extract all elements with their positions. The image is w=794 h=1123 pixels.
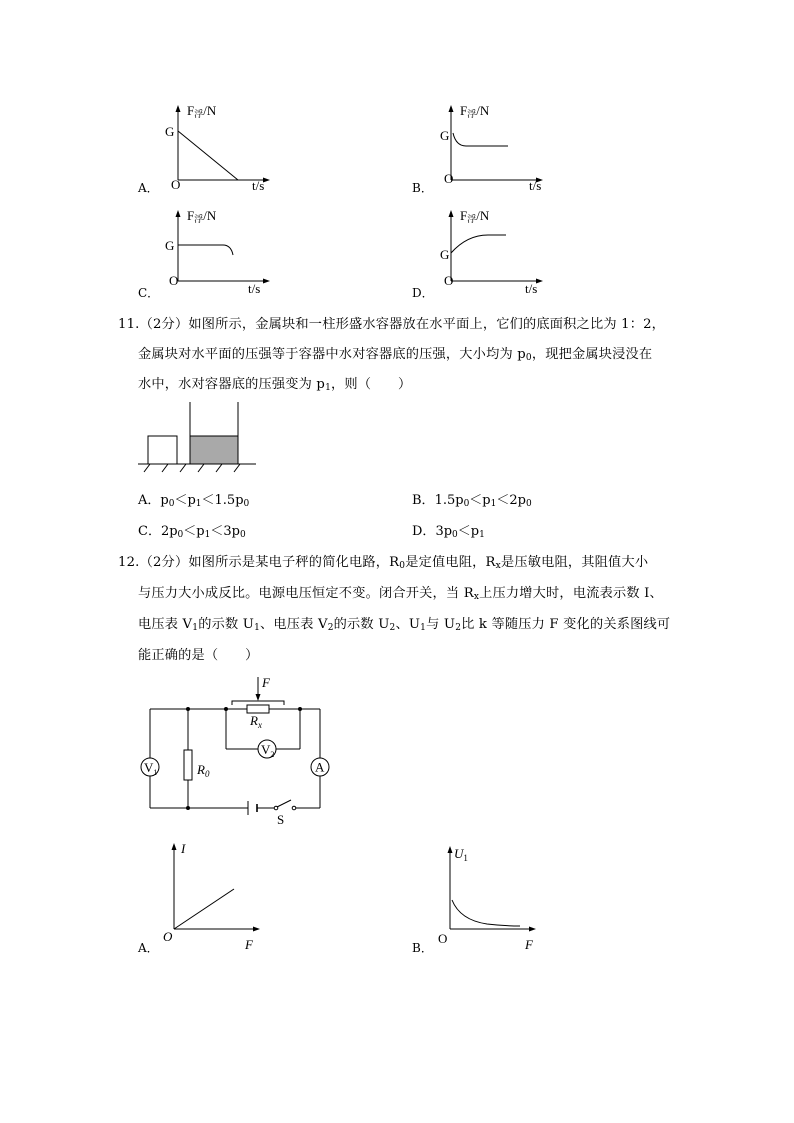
q11-choice-d-text: $3p_0<p_1$	[435, 524, 485, 540]
ammeter-label: A	[315, 759, 325, 775]
option-a-label: A．	[138, 181, 159, 195]
graph-a-x-label: t/s	[252, 178, 265, 193]
graph-c-curve	[178, 245, 233, 255]
graph-b-g-label: G	[440, 128, 450, 143]
resistor-r0	[184, 750, 192, 780]
v1-label: $V_1$	[144, 760, 158, 777]
graph-a-y-label: F浮/N	[187, 103, 217, 119]
graph-a-curve	[178, 131, 238, 180]
q11-line-1: 11.（2分）如图所示，金属块和一柱形盛水容器放在水平面上，它们的底面积之比为 1：2，	[118, 317, 666, 332]
switch-label: S	[277, 812, 285, 827]
q11-choice-b[interactable]: B．$1.5p_0<p_1<2p_0$	[412, 493, 532, 509]
graph-b-origin: O	[444, 171, 454, 186]
graph-d-x-label: t/s	[525, 281, 538, 296]
q11-choice-a[interactable]: A．$p_0<p_1<1.5p_0$	[138, 493, 250, 509]
q11-choice-c[interactable]: C．$2p_0<p_1<3p_0$	[138, 524, 246, 540]
rx-label: $R_x$	[250, 713, 262, 730]
option-c-label: C．	[138, 286, 160, 300]
force-arrow	[256, 694, 261, 701]
q12-option-a-label: A．	[138, 941, 159, 955]
graph-d-y-label: F浮/N	[460, 208, 490, 224]
force-label: F	[262, 675, 270, 690]
graph-a-g-label: G	[165, 124, 175, 139]
option-d-label: D．	[412, 286, 434, 300]
q12-graph-a-x-label: F	[245, 937, 253, 952]
option-b-label: B．	[412, 181, 433, 195]
pressure-plate	[232, 701, 284, 705]
r0-label: $R_0$	[197, 762, 210, 779]
graph-c-g-label: G	[165, 238, 175, 253]
resistor-rx	[247, 705, 269, 713]
switch	[277, 800, 291, 807]
q12-graph-a-line	[174, 889, 234, 929]
q12-circuit	[140, 672, 340, 832]
q12-graph-b-origin: O	[438, 931, 448, 946]
q12-line-3: 电压表 $V_1$的示数 $U_1$、电压表 $V_2$的示数 $U_2$、$U_1$与 $U_2$比 k 等随压力 F 变化的关系图线可	[138, 617, 671, 633]
q12-graph-b-curve	[452, 900, 520, 926]
metal-block	[148, 436, 177, 464]
graph-option-b	[433, 100, 563, 195]
graph-c-origin: O	[169, 273, 179, 288]
q12-graph-a-y-label: I	[181, 841, 186, 856]
graph-option-d	[433, 205, 563, 300]
graph-d-g-label: G	[440, 247, 450, 262]
q12-graph-b	[432, 840, 547, 955]
q11-choice-a-text: $p_0<p_1<1.5p_0$	[160, 493, 250, 509]
q12-line-4: 能正确的是（ ）	[138, 648, 259, 663]
graph-d-origin: O	[444, 273, 454, 288]
q12-line-1: 12.（2分）如图所示是某电子秤的简化电路，$R_0$是定值电阻，$R_x$是压敏电阻，其阻值大小	[118, 555, 649, 571]
graph-option-a	[160, 100, 290, 195]
q11-choice-b-text: $1.5p_0<p_1<2p_0$	[434, 493, 532, 509]
graph-c-x-label: t/s	[248, 281, 261, 296]
q12-graph-b-y-label: $U_1$	[454, 846, 468, 863]
q11-line-3: 水中，水对容器底的压强变为 $p_1$，则（ ）	[138, 377, 412, 393]
q12-graph-b-x-label: F	[525, 937, 533, 952]
graph-c-y-label: F浮/N	[187, 208, 217, 224]
graph-b-y-label: F浮/N	[460, 103, 490, 119]
q12-graph-a-origin: O	[163, 929, 173, 944]
q11-line-2: 金属块对水平面的压强等于容器中水对容器底的压强，大小均为 $p_0$，现把金属块浸没在	[138, 347, 653, 363]
graph-d-curve	[451, 235, 506, 253]
q11-choice-d[interactable]: D．$3p_0<p_1$	[412, 524, 485, 540]
graph-b-curve	[453, 133, 508, 146]
q11-choice-c-text: $2p_0<p_1<3p_0$	[160, 524, 246, 540]
q12-line-2: 与压力大小成反比。电源电压恒定不变。闭合开关，当 $R_x$上压力增大时，电流表示数 I、	[138, 586, 663, 602]
graph-option-c	[160, 205, 290, 300]
v2-label: $V_2$	[261, 742, 275, 759]
graph-a-origin: O	[171, 177, 181, 192]
water-fill	[190, 436, 238, 464]
q11-figure	[138, 400, 258, 475]
q12-option-b-label: B．	[412, 941, 433, 955]
graph-b-x-label: t/s	[529, 178, 542, 193]
q12-graph-a	[160, 835, 270, 955]
ground-hatching	[144, 464, 240, 472]
